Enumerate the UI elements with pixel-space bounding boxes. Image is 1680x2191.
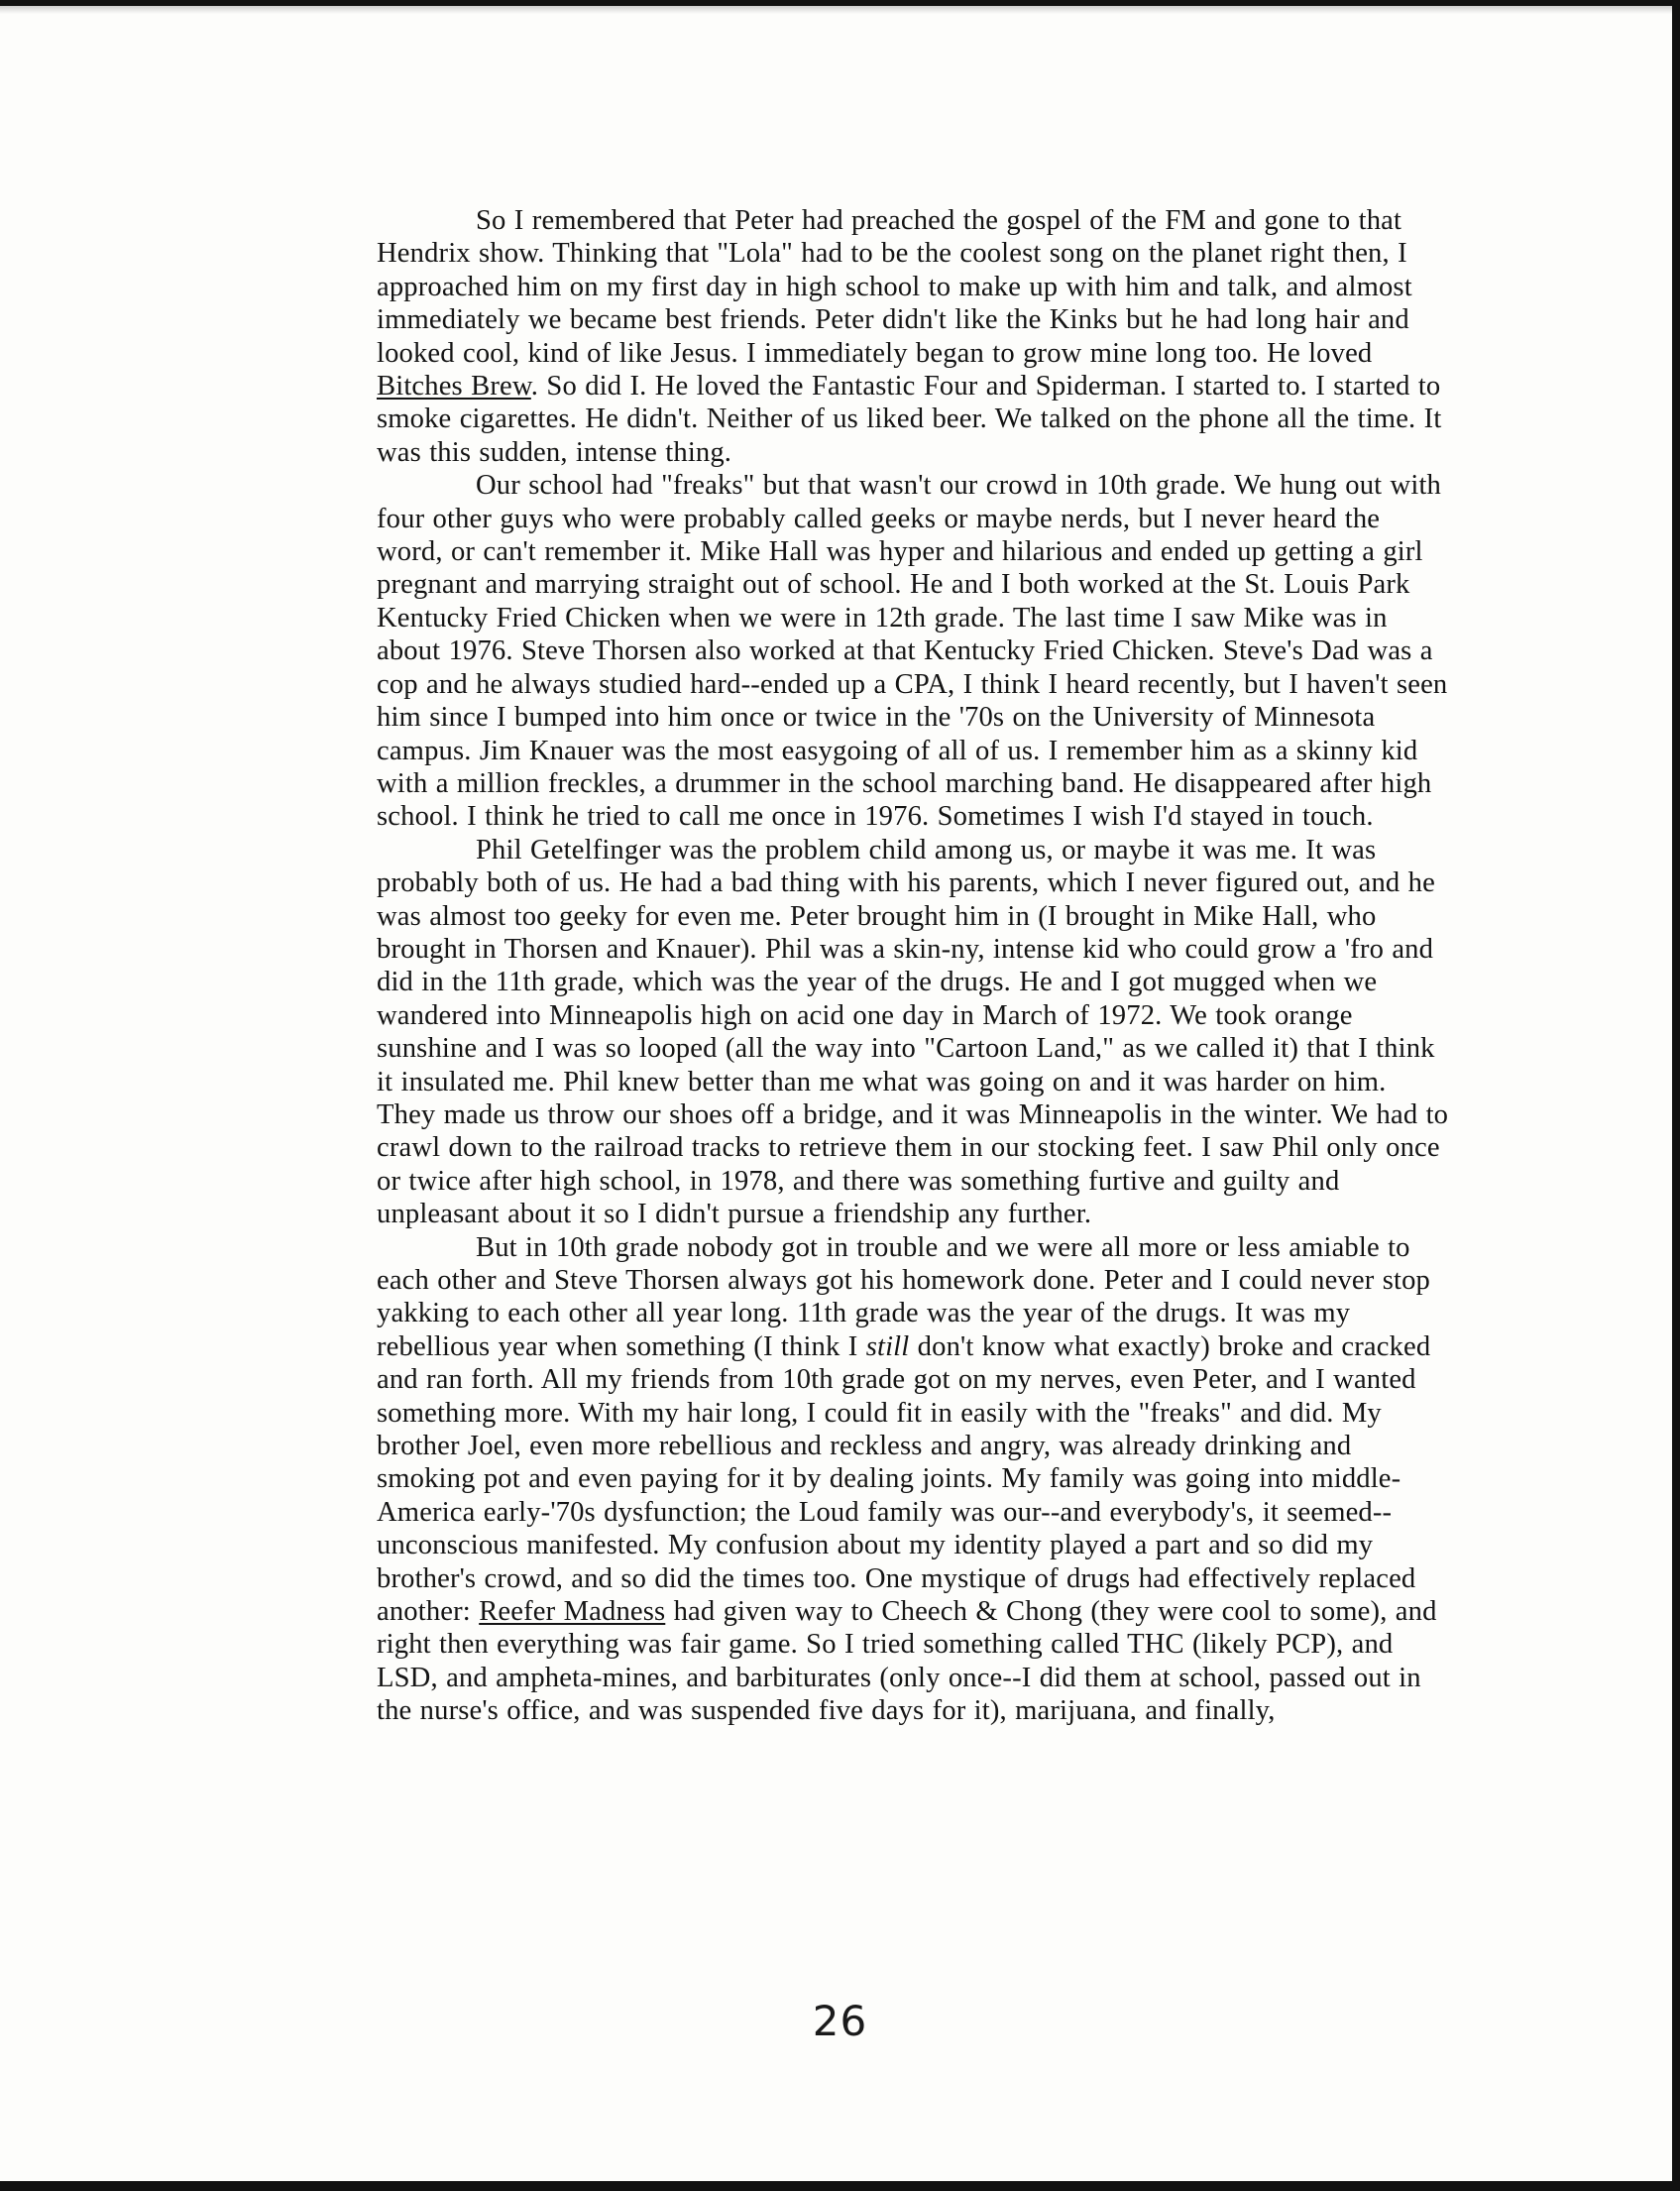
paragraph-4-text-b: don't know what exactly) broke and cracked and ran forth. All my friends from 10th grade got on my nerves, even Peter, and I wanted something more. With my hair long, I could fit in easily with the "freaks" and did. My brother Joel, even more rebellious and reckless and angry, was already drinking and smoking pot and even paying for it by dealing joints. My family was going into middle-America early-'70s dysfunction; the Loud family was our--and everybody's, it seemed--unconscious manifested. My confusion about my identity played a part and so did my brother's crowd, and so did the times too. One mystique of drugs had effectively replaced another: (377, 1330, 1431, 1628)
paragraph-1 (377, 204, 1452, 469)
paragraph-1-text-b: . So did I. He loved the Fantastic Four and Spiderman. I started to. I started to smoke cigarettes. He didn't. Neither of us liked beer. We talked on the phone all the time. It was this sudden, intense thing. (377, 371, 1442, 468)
paragraph-3 (377, 834, 1452, 1231)
emphasis-still: still (865, 1330, 910, 1362)
paragraph-2 (377, 469, 1452, 833)
album-title-bitches-brew: Bitches Brew (377, 371, 531, 403)
paragraph-2-text: Our school had "freaks" but that wasn't our crowd in 10th grade. We hung out with four other guys who were probably called geeks or maybe nerds, but I never heard the word, or can't remember it. Mike Hall was hyper and hilarious and ended up getting a girl pregnant and marrying straight out of school. He and I both worked at the St. Louis Park Kentucky Fried Chicken when we were in 12th grade. The last time I saw Mike was in about 1976. Steve Thorsen also worked at that Kentucky Fried Chicken. Steve's Dad was a cop and he always studied hard--ended up a CPA, I think I heard recently, but I haven't seen him since I bumped into him once or twice in the '70s on the University of Minnesota campus. Jim Knauer was the most easygoing of all of us. I remember him as a skinny kid with a million freckles, a drummer in the school marching band. He disappeared after high school. I think he tried to call me once in 1976. Sometimes I wish I'd stayed in touch. (377, 470, 1448, 833)
paragraph-4 (377, 1231, 1452, 1728)
page-number: 26 (812, 1997, 868, 2045)
paragraph-4-text-a: But in 10th grade nobody got in trouble and we were all more or less amiable to each other and Steve Thorsen always got his homework done. Peter and I could never stop yakking to each other all year long. 11th grade was the year of the drugs. It was my rebellious year when something (I think I (377, 1231, 1430, 1362)
paragraph-3-text: Phil Getelfinger was the problem child among us, or maybe it was me. It was probably both of us. He had a bad thing with his parents, which I never figured out, and he was almost too geeky for even me. Peter brought him in (I brought in Mike Hall, who brought in Thorsen and Knauer). Phil was a skin-ny, intense kid who could grow a 'fro and did in the 11th grade, which was the year of the drugs. He and I got mugged when we wandered into Minneapolis high on acid one day in March of 1972. We took orange sunshine and I was so looped (all the way into "Cartoon Land," as we called it) that I think it insulated me. Phil knew better than me what was going on and it was harder on him. They made us throw our shoes off a bridge, and it was Minneapolis in the winter. We had to crawl down to the railroad tracks to retrieve them in our stocking feet. I saw Phil only once or twice after high school, in 1978, and there was something furtive and guilty and unpleasant about it so I didn't pursue a friendship any further. (377, 834, 1449, 1230)
scan-edge-shadow (0, 6, 1672, 14)
paragraph-4-text-c: had given way to Cheech & Chong (they were cool to some), and right then everything was fair game. So I tried something called THC (likely PCP), and LSD, and ampheta-mines, and barbiturates (only once--I did them at school, passed out in the nurse's office, and was suspended five days for it), marijuana, and finally, (377, 1596, 1437, 1727)
page-body (377, 204, 1452, 1728)
paragraph-1-text-a: So I remembered that Peter had preached the gospel of the FM and gone to that Hendrix show. Thinking that "Lola" had to be the coolest song on the planet right then, I approached him on my first day in high school to make up with him and talk, and almost immediately we became best friends. Peter didn't like the Kinks but he had long hair and looked cool, kind of like Jesus. I immediately began to grow mine long too. He loved (377, 205, 1412, 369)
film-title-reefer-madness: Reefer Madness (479, 1596, 666, 1628)
